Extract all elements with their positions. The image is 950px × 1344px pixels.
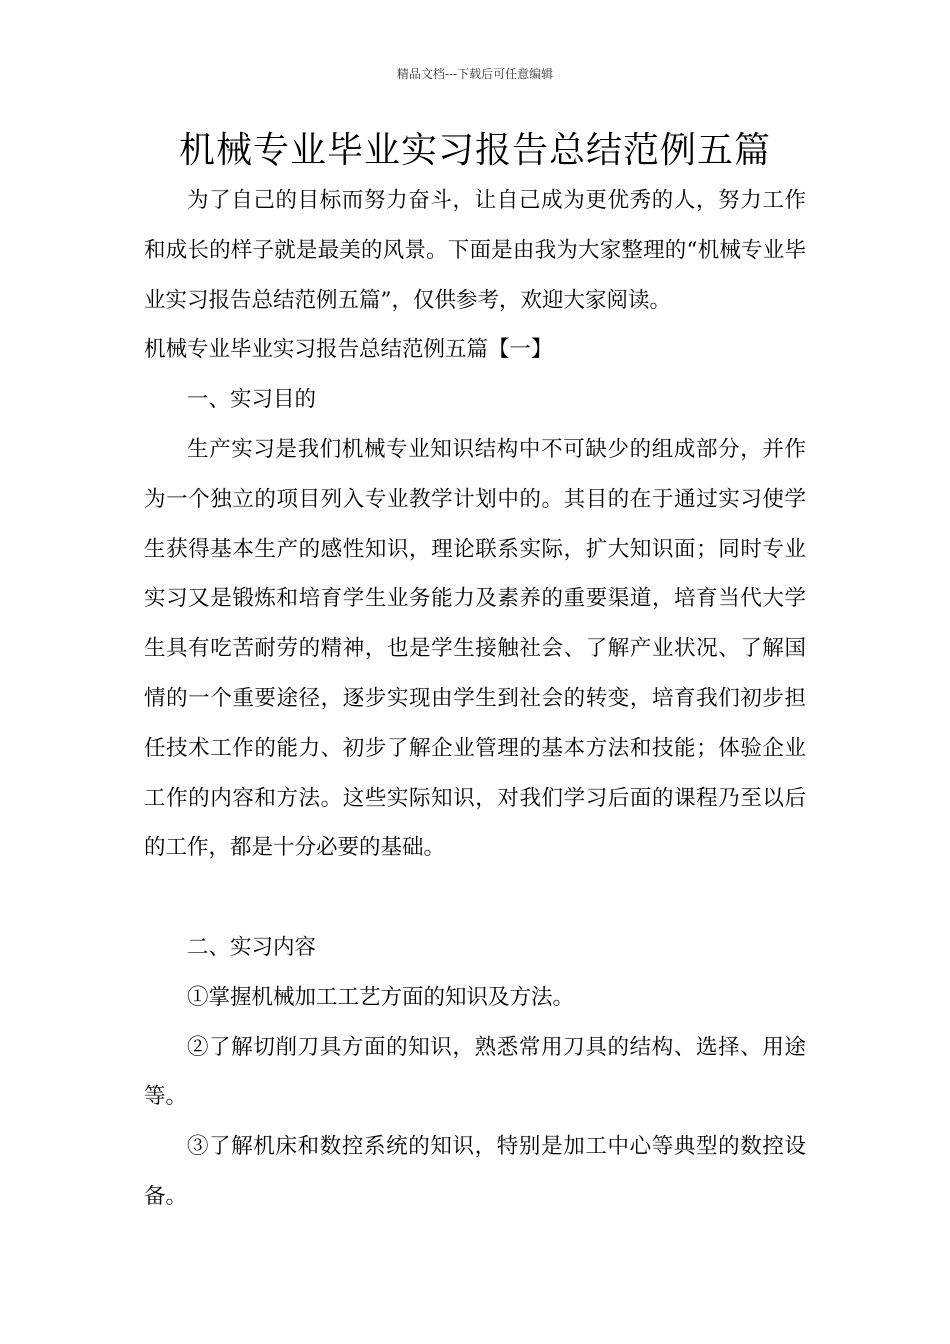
purpose-paragraph: 生产实习是我们机械专业知识结构中不可缺少的组成部分，并作为一个独立的项目列入专业教学计划中的。其目的在于通过实习使学生获得基本生产的感性知识，理论联系实际，扩大知识面；同时专业实习又是锻炼和培育学生业务能力及素养的重要渠道，培育当代大学生具有吃苦耐劳的精神，也是学生接触社会、了解产业状况、了解国情的一个重要途径，逐步实现由学生到社会的转变，培育我们初步担任技术工作的能力、初步了解企业管理的基本方法和技能；体验企业工作的内容和方法。这些实际知识，对我们学习后面的课程乃至以后的工作，都是十分必要的基础。 — [144, 436, 806, 861]
intro-paragraph: 为了自己的目标而努力奋斗，让自己成为更优秀的人，努力工作和成长的样子就是最美的风景。下面是由我为大家整理的“机械专业毕业实习报告总结范例五篇”，仅供参考，欢迎大家阅读。 — [144, 188, 806, 313]
document-title: 机械专业毕业实习报告总结范例五篇 — [178, 130, 771, 171]
content-item-2: ②了解切削刀具方面的知识，熟悉常用刀具的结构、选择、用途等。 — [144, 1034, 806, 1110]
content-item-1: ①掌握机械加工工艺方面的知识及方法。 — [187, 984, 575, 1010]
header-note: 精品文档---下载后可任意编辑 — [396, 67, 554, 81]
content-item-3: ③了解机床和数控系统的知识，特别是加工中心等典型的数控设备。 — [144, 1134, 806, 1209]
purpose-heading: 一、实习目的 — [187, 387, 317, 413]
section-one-heading: 机械专业毕业实习报告总结范例五篇【一】 — [144, 337, 553, 363]
document-body — [144, 176, 806, 1222]
content-heading: 二、实习内容 — [187, 934, 317, 960]
paragraph-gap — [144, 873, 806, 923]
